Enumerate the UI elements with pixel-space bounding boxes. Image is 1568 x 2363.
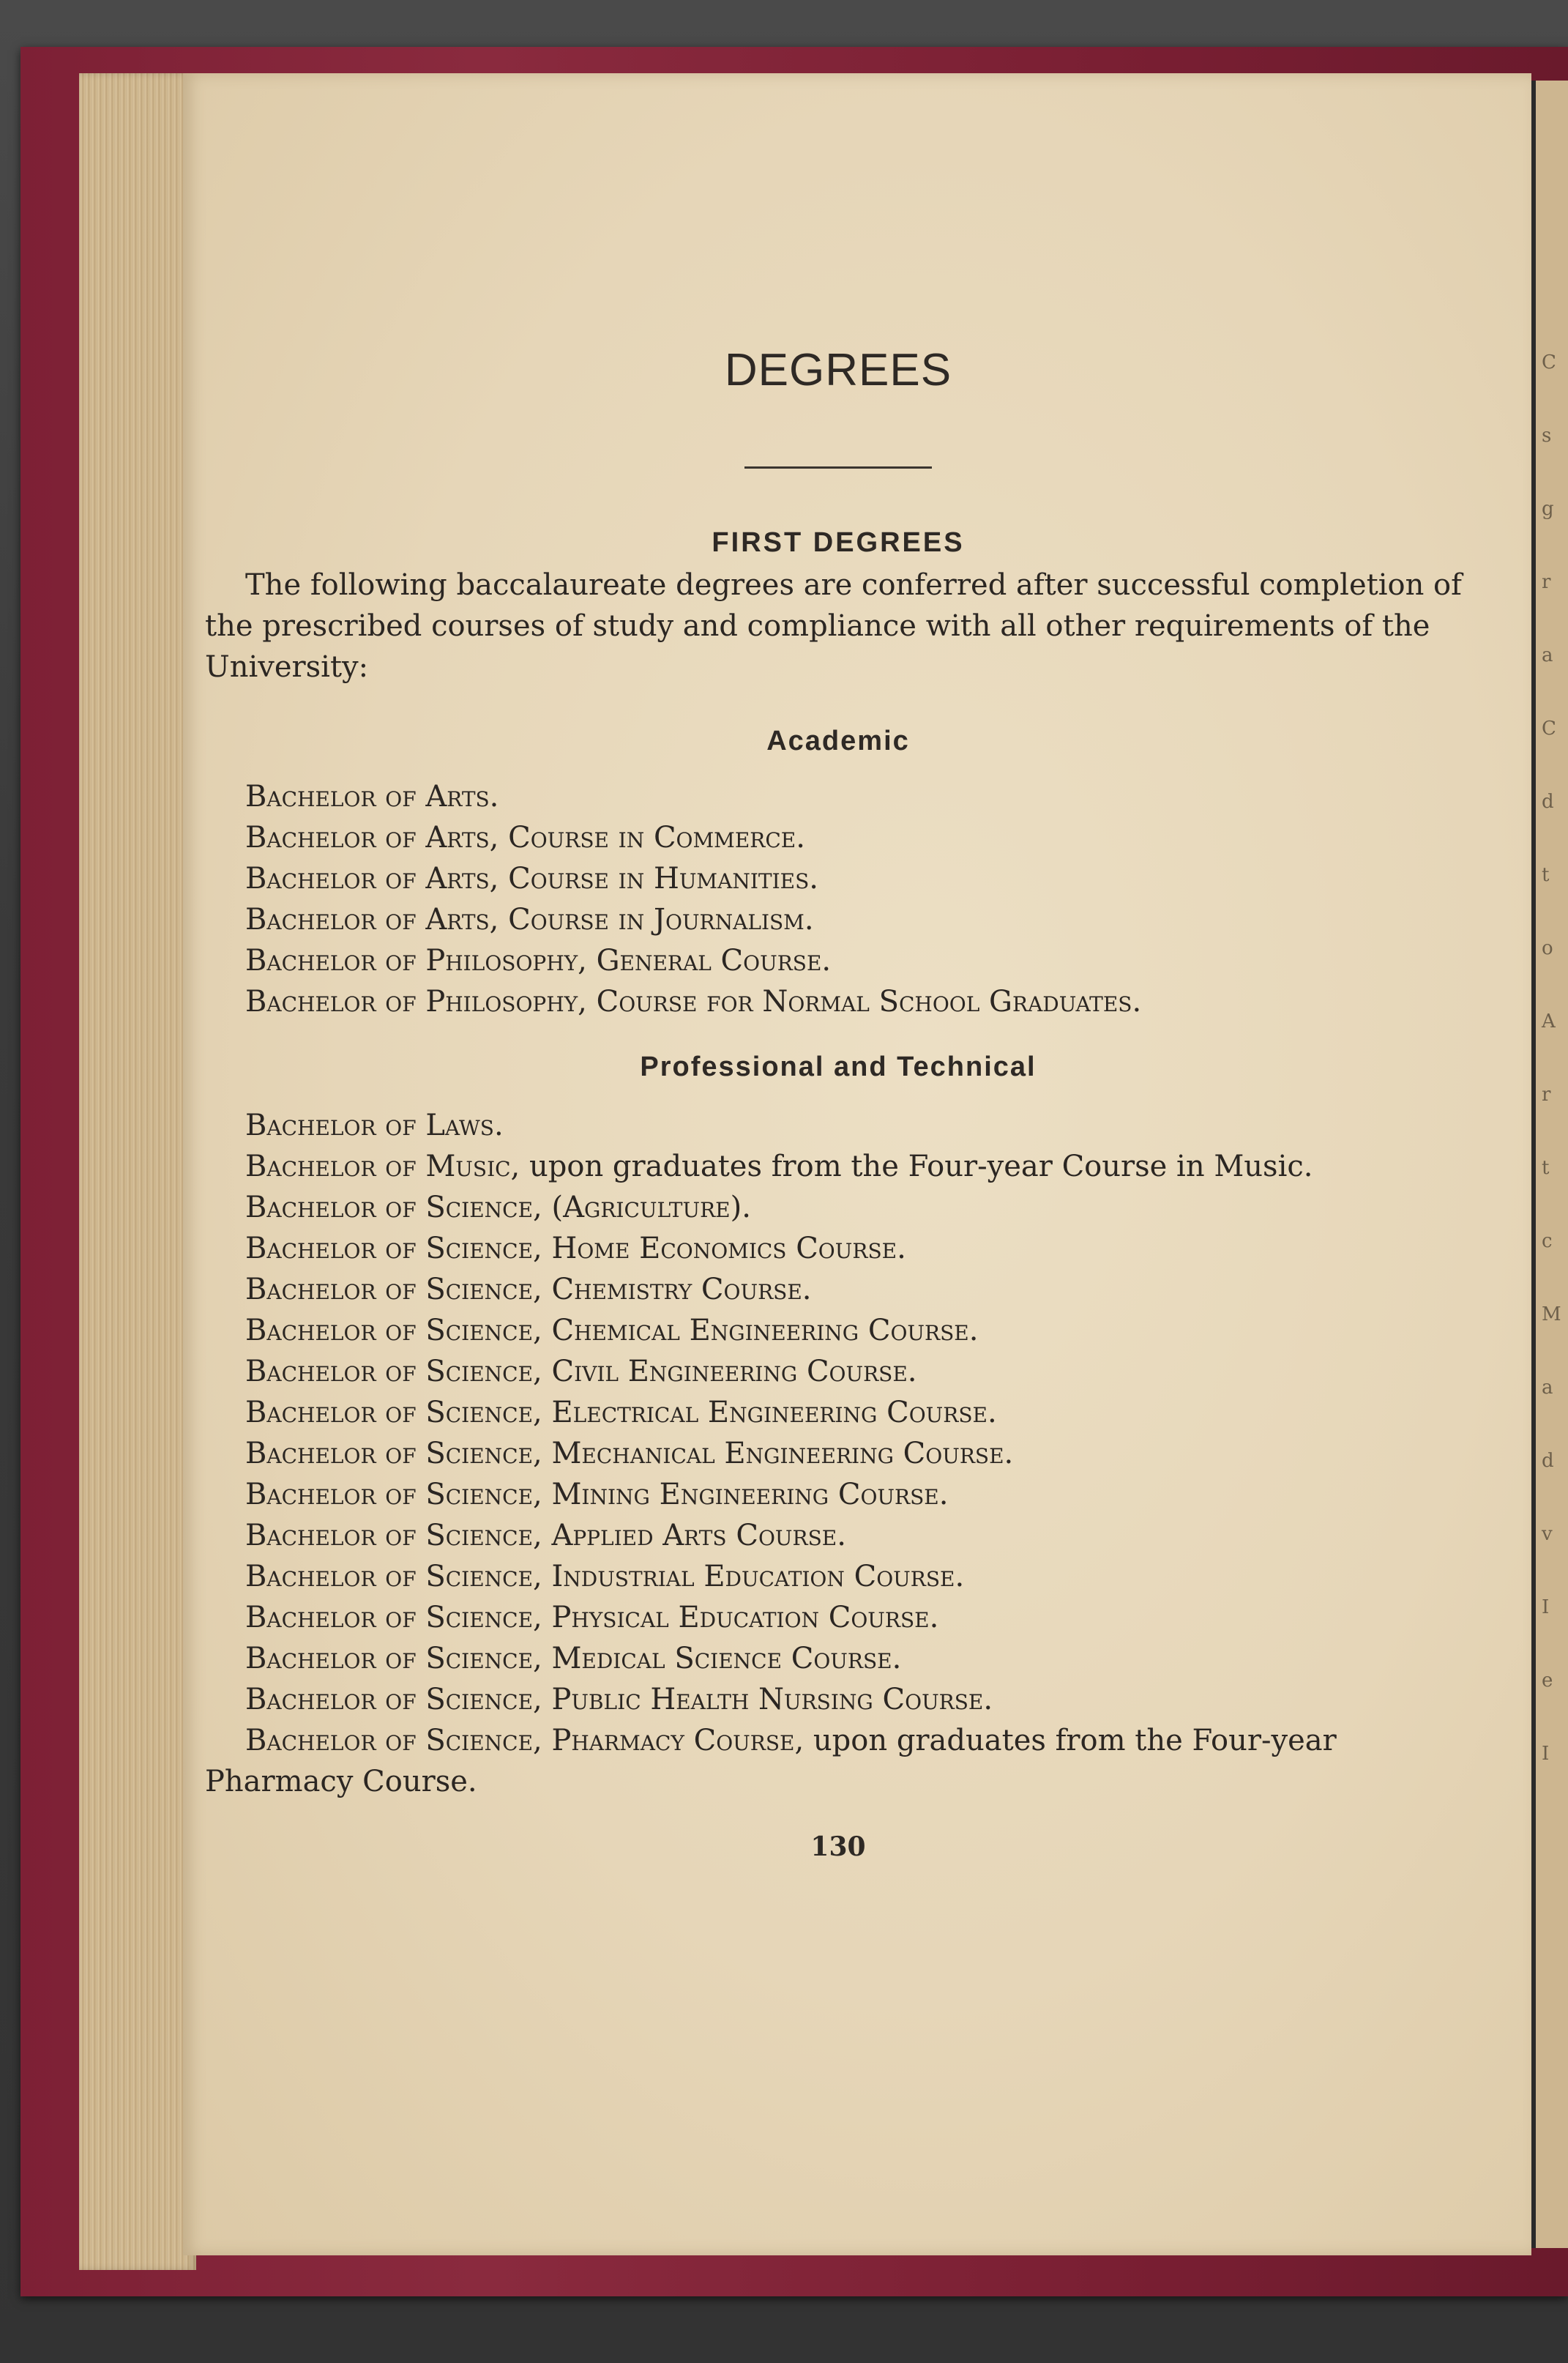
degree-name: Bachelor of Science, Industrial Education Course. bbox=[245, 1560, 965, 1593]
degree-name: Bachelor of Science, Mining Engineering Course. bbox=[245, 1478, 949, 1511]
degree-name: Bachelor of Science, Public Health Nursing Course. bbox=[245, 1683, 993, 1716]
facing-page-fragment: s bbox=[1542, 425, 1552, 447]
facing-page-fragment: C bbox=[1542, 351, 1556, 373]
professional-heading: Professional and Technical bbox=[640, 1052, 1037, 1082]
degree-note: upon graduates from the Four-year Pharmacy Course. bbox=[205, 1724, 1337, 1798]
list-item bbox=[205, 1474, 1471, 1515]
facing-page-fragment: I bbox=[1542, 1596, 1550, 1618]
degree-name: Bachelor of Science, Home Economics Course. bbox=[245, 1232, 906, 1265]
facing-page-fragment: t bbox=[1542, 864, 1550, 886]
list-item bbox=[205, 1515, 1471, 1556]
facing-page-fragment: g bbox=[1542, 498, 1554, 520]
title-rule bbox=[744, 466, 932, 469]
degree-note: upon graduates from the Four-year Course in Music. bbox=[520, 1150, 1313, 1183]
facing-page-fragment: a bbox=[1542, 1377, 1553, 1399]
list-item bbox=[205, 1597, 1471, 1638]
list-item bbox=[205, 1556, 1471, 1597]
degree-name: Bachelor of Science, Pharmacy Course, bbox=[245, 1724, 804, 1757]
degree-name: Bachelor of Science, Mechanical Engineering Course. bbox=[245, 1437, 1014, 1470]
list-item: Bachelor of Arts, Course in Journalism. bbox=[245, 903, 814, 937]
facing-page-fragment: I bbox=[1542, 1743, 1550, 1765]
degree-name: Bachelor of Science, (Agriculture). bbox=[245, 1191, 751, 1224]
facing-page-fragment: a bbox=[1542, 644, 1553, 666]
list-item: Bachelor of Arts, Course in Humanities. bbox=[245, 862, 818, 896]
first-degrees-heading: FIRST DEGREES bbox=[712, 527, 965, 558]
academic-heading: Academic bbox=[766, 726, 910, 756]
degree-name: Bachelor of Science, Chemistry Course. bbox=[245, 1273, 812, 1306]
facing-page-fragment: d bbox=[1542, 1450, 1554, 1472]
facing-page-fragment: c bbox=[1542, 1230, 1553, 1252]
facing-page-fragment: M bbox=[1542, 1303, 1561, 1325]
facing-page-fragment: d bbox=[1542, 791, 1554, 813]
list-item bbox=[205, 1679, 1471, 1720]
degree-name: Bachelor of Science, Applied Arts Course. bbox=[245, 1519, 846, 1552]
degree-name: Bachelor of Music, bbox=[245, 1150, 520, 1183]
page-content bbox=[205, 315, 1471, 1862]
degree-name: Bachelor of Science, Chemical Engineering Course. bbox=[245, 1314, 979, 1347]
facing-page-fragment: r bbox=[1542, 1084, 1551, 1106]
list-item: Bachelor of Philosophy, General Course. bbox=[245, 944, 832, 978]
facing-page-fragment: t bbox=[1542, 1157, 1550, 1179]
degree-name: Bachelor of Laws. bbox=[245, 1109, 504, 1142]
list-item bbox=[205, 1392, 1471, 1433]
list-item: Bachelor of Arts. bbox=[245, 780, 499, 814]
list-item: Bachelor of Philosophy, Course for Normal School Graduates. bbox=[245, 985, 1142, 1019]
facing-page-fragment: o bbox=[1542, 937, 1553, 959]
list-item bbox=[205, 1720, 1471, 1802]
list-item bbox=[205, 1228, 1471, 1269]
professional-degree-list bbox=[205, 1105, 1471, 1802]
list-item bbox=[205, 1269, 1471, 1310]
facing-page-fragment: v bbox=[1542, 1523, 1553, 1545]
list-item bbox=[205, 1187, 1471, 1228]
academic-degree-list bbox=[205, 776, 1471, 1022]
facing-page-fragment: r bbox=[1542, 571, 1551, 593]
degree-name: Bachelor of Science, Medical Science Course. bbox=[245, 1642, 902, 1675]
degree-name: Bachelor of Science, Civil Engineering Course. bbox=[245, 1355, 917, 1388]
list-item bbox=[205, 1146, 1471, 1187]
list-item bbox=[205, 1351, 1471, 1392]
degree-name: Bachelor of Science, Electrical Engineering Course. bbox=[245, 1396, 997, 1429]
page-edges bbox=[79, 73, 196, 2270]
facing-page-fragment: C bbox=[1542, 718, 1556, 740]
list-item bbox=[205, 1105, 1471, 1146]
list-item bbox=[205, 1638, 1471, 1679]
facing-page-edge bbox=[1531, 81, 1568, 2248]
intro-paragraph: The following baccalaureate degrees are conferred after successful completion of the prescribed courses of study and compliance with all other requirements of the University: bbox=[205, 568, 1462, 684]
list-item bbox=[205, 1433, 1471, 1474]
list-item bbox=[205, 1310, 1471, 1351]
facing-page-fragment: e bbox=[1542, 1670, 1553, 1692]
page-number: 130 bbox=[810, 1831, 866, 1862]
facing-page-fragment: A bbox=[1542, 1011, 1556, 1032]
list-item: Bachelor of Arts, Course in Commerce. bbox=[245, 821, 805, 855]
degree-name: Bachelor of Science, Physical Education Course. bbox=[245, 1601, 939, 1634]
page-title: DEGREES bbox=[724, 345, 952, 395]
